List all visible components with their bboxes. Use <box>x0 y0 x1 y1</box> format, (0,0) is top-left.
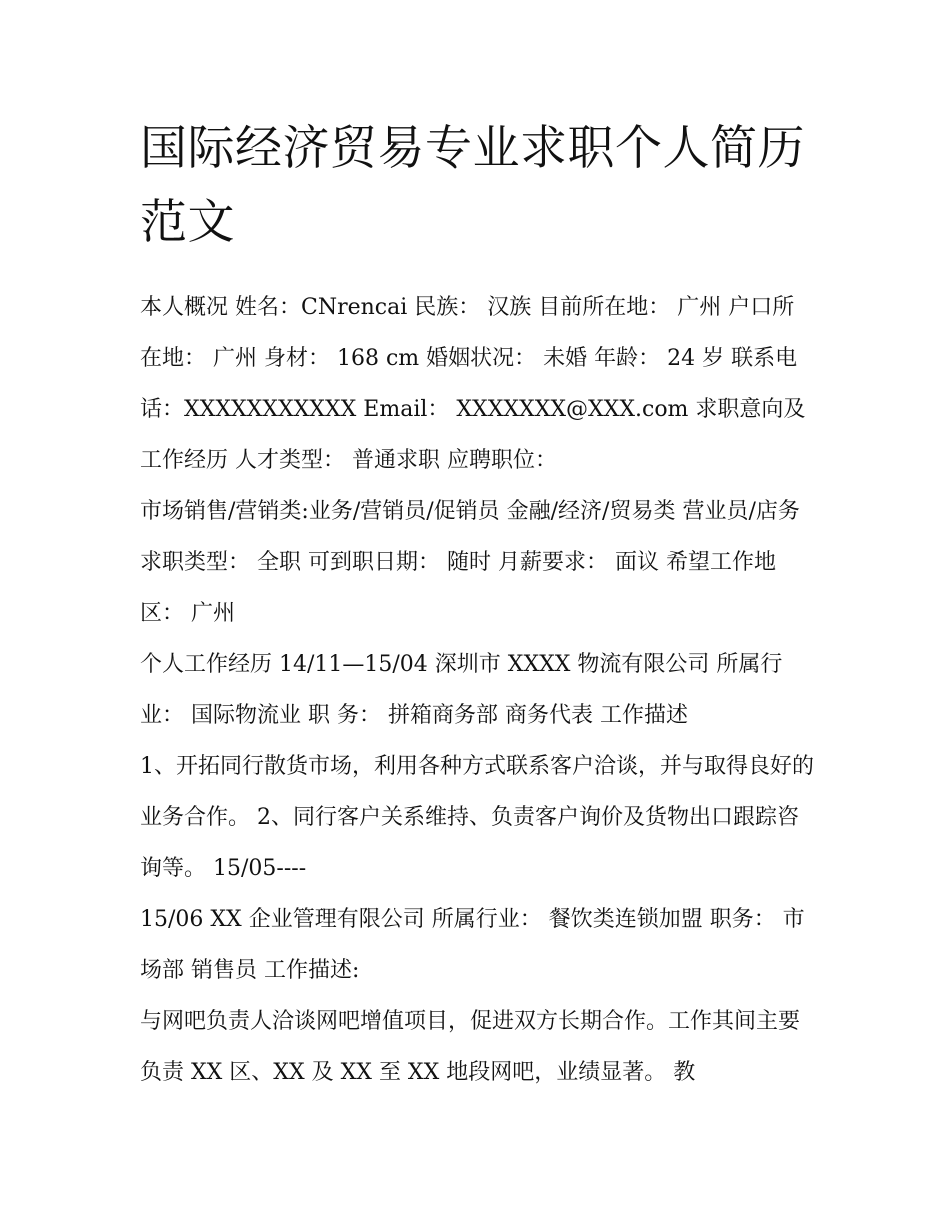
paragraph-work-duties-2: 与网吧负责人洽谈网吧增值项目，促进双方长期合作。工作其间主要负责 XX 区、XX 及 XX 至 XX 地段网吧，业绩显著。 教 <box>140 1009 801 1085</box>
paragraph-job-intent: 市场销售/营销类:业务/营销员/促销员 金融/经济/贸易类 营业员/店务 求职类型： 全职 可到职日期： 随时 月薪要求： 面议 希望工作地区： 广州 <box>140 499 800 626</box>
document-title: 国际经济贸易专业求职个人简历范文 <box>140 121 805 250</box>
paragraph-work-duties-1: 1、开拓同行散货市场，利用各种方式联系客户洽谈，并与取得良好的业务合作。 2、同行客户关系维持、负责客户询价及货物出口跟踪咨询等。 15/05---- <box>140 754 814 881</box>
paragraph-work-history-1: 个人工作经历 14/11—15/04 深圳市 XXXX 物流有限公司 所属行业： 国际物流业 职 务： 拼箱商务部 商务代表 工作描述 <box>140 652 783 728</box>
document-body <box>140 112 815 1098</box>
paragraph-personal-info: 本人概况 姓名：CNrencai 民族： 汉族 目前所在地： 广州 户口所在地： 广州 身材： 168 cm 婚姻状况： 未婚 年龄： 24 岁 联系电话：XXXXXXXXXXX Email： XXXXXXX@XXX.com 求职意向及工作经历 人才类型： 普通求职 应聘职位： <box>140 295 806 473</box>
paragraph-work-history-2: 15/06 XX 企业管理有限公司 所属行业： 餐饮类连锁加盟 职务： 市场部 销售员 工作描述: <box>140 907 805 983</box>
